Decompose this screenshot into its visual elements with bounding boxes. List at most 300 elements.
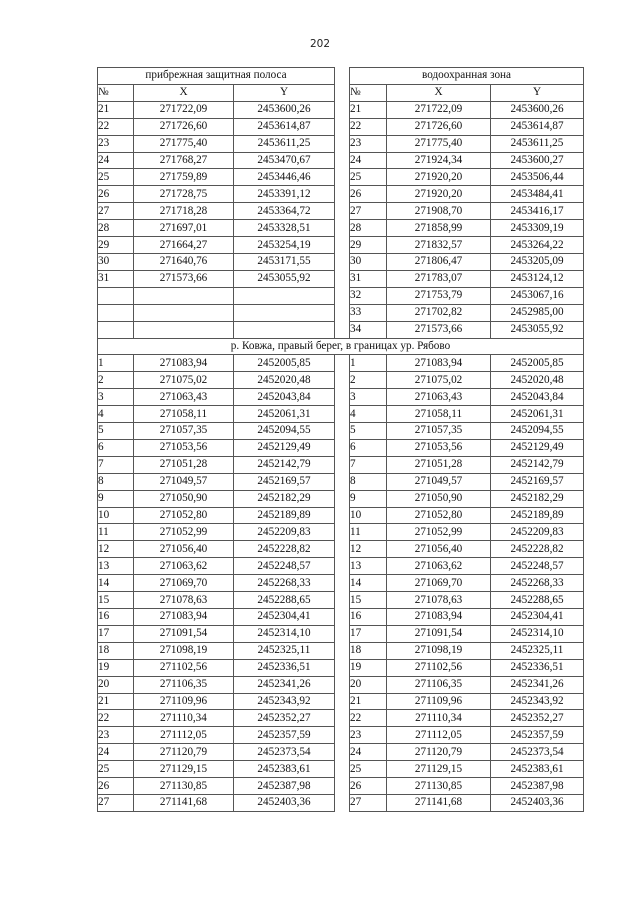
table-row	[98, 372, 584, 389]
left-point-number: 24	[98, 152, 134, 169]
right-y-coordinate: 2452129,49	[491, 439, 584, 456]
left-point-number: 12	[98, 541, 134, 558]
table-row	[98, 439, 584, 456]
table-row	[98, 490, 584, 507]
left-x-coordinate: 271141,68	[134, 794, 234, 811]
table-row	[98, 794, 584, 811]
right-x-coordinate: 271049,57	[387, 473, 491, 490]
right-point-number: 19	[350, 659, 387, 676]
right-point-number: 22	[350, 118, 387, 135]
right-y-header: Y	[491, 84, 584, 101]
column-gap	[335, 406, 350, 423]
left-y-coordinate: 2452325,11	[234, 642, 335, 659]
right-number-header: №	[350, 84, 387, 101]
right-point-number: 30	[350, 253, 387, 270]
left-y-coordinate: 2452228,82	[234, 541, 335, 558]
table-row	[98, 135, 584, 152]
right-x-coordinate: 271098,19	[387, 642, 491, 659]
table-row	[98, 473, 584, 490]
column-gap	[335, 186, 350, 203]
right-x-coordinate: 271102,56	[387, 659, 491, 676]
left-y-coordinate: 2452268,33	[234, 575, 335, 592]
right-y-coordinate: 2453611,25	[491, 135, 584, 152]
section-title: р. Ковжа, правый берег, в границах ур. Рябово	[98, 338, 584, 355]
table-row	[98, 169, 584, 186]
right-y-coordinate: 2452336,51	[491, 659, 584, 676]
left-y-coordinate: 2453364,72	[234, 203, 335, 220]
table-row	[98, 389, 584, 406]
right-point-number: 28	[350, 220, 387, 237]
right-y-coordinate: 2452189,89	[491, 507, 584, 524]
right-x-coordinate: 271129,15	[387, 761, 491, 778]
left-x-coordinate: 271697,01	[134, 220, 234, 237]
right-y-coordinate: 2452268,33	[491, 575, 584, 592]
left-x-coordinate: 271053,56	[134, 439, 234, 456]
left-y-coordinate: 2452314,10	[234, 625, 335, 642]
left-y-coordinate: 2452142,79	[234, 456, 335, 473]
left-point-number: 6	[98, 439, 134, 456]
right-x-header: X	[387, 84, 491, 101]
left-y-coordinate: 2452352,27	[234, 710, 335, 727]
left-y-coordinate: 2452343,92	[234, 693, 335, 710]
table-row	[98, 592, 584, 609]
left-x-header: X	[134, 84, 234, 101]
left-y-coordinate: 2452357,59	[234, 727, 335, 744]
right-y-coordinate: 2452169,57	[491, 473, 584, 490]
table-row	[98, 423, 584, 440]
left-y-coordinate: 2452209,83	[234, 524, 335, 541]
right-x-coordinate: 271141,68	[387, 794, 491, 811]
table-row	[98, 659, 584, 676]
right-x-coordinate: 271052,99	[387, 524, 491, 541]
left-x-coordinate: 271722,09	[134, 101, 234, 118]
left-y-coordinate	[234, 304, 335, 321]
column-gap	[335, 541, 350, 558]
right-y-coordinate: 2452352,27	[491, 710, 584, 727]
left-point-number	[98, 304, 134, 321]
right-x-coordinate: 271083,94	[387, 609, 491, 626]
column-header-row	[98, 84, 584, 101]
table-row	[98, 220, 584, 237]
right-y-coordinate: 2452005,85	[491, 355, 584, 372]
right-point-number: 21	[350, 101, 387, 118]
right-point-number: 1	[350, 355, 387, 372]
right-y-coordinate: 2452314,10	[491, 625, 584, 642]
left-y-coordinate: 2453055,92	[234, 270, 335, 287]
right-y-coordinate: 2452142,79	[491, 456, 584, 473]
left-x-coordinate: 271056,40	[134, 541, 234, 558]
right-y-coordinate: 2452182,29	[491, 490, 584, 507]
left-x-coordinate: 271640,76	[134, 253, 234, 270]
column-gap	[335, 592, 350, 609]
left-y-coordinate	[234, 321, 335, 338]
left-x-coordinate: 271759,89	[134, 169, 234, 186]
right-y-coordinate: 2452094,55	[491, 423, 584, 440]
left-x-coordinate: 271083,94	[134, 609, 234, 626]
right-x-coordinate: 271702,82	[387, 304, 491, 321]
right-point-number: 18	[350, 642, 387, 659]
left-x-coordinate	[134, 287, 234, 304]
right-x-coordinate: 271858,99	[387, 220, 491, 237]
right-x-coordinate: 271924,34	[387, 152, 491, 169]
left-x-coordinate: 271051,28	[134, 456, 234, 473]
right-x-coordinate: 271091,54	[387, 625, 491, 642]
column-gap	[335, 625, 350, 642]
left-y-coordinate: 2452383,61	[234, 761, 335, 778]
right-x-coordinate: 271069,70	[387, 575, 491, 592]
right-y-coordinate: 2452383,61	[491, 761, 584, 778]
column-gap	[335, 423, 350, 440]
right-x-coordinate: 271053,56	[387, 439, 491, 456]
right-y-coordinate: 2452248,57	[491, 558, 584, 575]
right-x-coordinate: 271783,07	[387, 270, 491, 287]
right-point-number: 15	[350, 592, 387, 609]
left-y-coordinate: 2453470,67	[234, 152, 335, 169]
right-point-number: 23	[350, 727, 387, 744]
column-gap	[335, 203, 350, 220]
left-point-number: 7	[98, 456, 134, 473]
right-x-coordinate: 271920,20	[387, 186, 491, 203]
table-row	[98, 237, 584, 254]
right-point-number: 26	[350, 186, 387, 203]
right-y-coordinate: 2453614,87	[491, 118, 584, 135]
left-point-number: 23	[98, 135, 134, 152]
left-y-coordinate: 2453611,25	[234, 135, 335, 152]
coordinates-table	[97, 67, 584, 812]
right-y-coordinate: 2452341,26	[491, 676, 584, 693]
right-x-coordinate: 271806,47	[387, 253, 491, 270]
table-row	[98, 541, 584, 558]
left-point-number: 14	[98, 575, 134, 592]
table-row	[98, 152, 584, 169]
table-row	[98, 355, 584, 372]
right-point-number: 23	[350, 135, 387, 152]
column-gap	[335, 439, 350, 456]
right-point-number: 16	[350, 609, 387, 626]
table-row	[98, 558, 584, 575]
right-point-number: 3	[350, 389, 387, 406]
left-x-coordinate: 271058,11	[134, 406, 234, 423]
left-x-coordinate: 271112,05	[134, 727, 234, 744]
right-y-coordinate: 2452357,59	[491, 727, 584, 744]
left-point-number: 23	[98, 727, 134, 744]
table-row	[98, 676, 584, 693]
column-gap	[335, 642, 350, 659]
column-gap	[335, 118, 350, 135]
table-row	[98, 287, 584, 304]
table-row	[98, 321, 584, 338]
right-y-coordinate: 2452325,11	[491, 642, 584, 659]
right-x-coordinate: 271775,40	[387, 135, 491, 152]
left-point-number: 19	[98, 659, 134, 676]
column-gap	[335, 490, 350, 507]
zone-title-row	[98, 68, 584, 85]
left-x-coordinate: 271063,43	[134, 389, 234, 406]
left-x-coordinate	[134, 304, 234, 321]
left-point-number: 15	[98, 592, 134, 609]
right-y-coordinate: 2452373,54	[491, 744, 584, 761]
coastal-strip-title: прибрежная защитная полоса	[98, 68, 335, 85]
left-x-coordinate: 271106,35	[134, 676, 234, 693]
left-x-coordinate: 271050,90	[134, 490, 234, 507]
column-gap	[335, 68, 350, 85]
right-x-coordinate: 271058,11	[387, 406, 491, 423]
left-x-coordinate: 271728,75	[134, 186, 234, 203]
right-x-coordinate: 271106,35	[387, 676, 491, 693]
left-point-number: 11	[98, 524, 134, 541]
left-x-coordinate: 271057,35	[134, 423, 234, 440]
left-y-coordinate: 2452248,57	[234, 558, 335, 575]
column-gap	[335, 575, 350, 592]
left-x-coordinate: 271726,60	[134, 118, 234, 135]
right-y-coordinate: 2452228,82	[491, 541, 584, 558]
right-point-number: 2	[350, 372, 387, 389]
table-row	[98, 625, 584, 642]
right-point-number: 21	[350, 693, 387, 710]
right-x-coordinate: 271722,09	[387, 101, 491, 118]
right-x-coordinate: 271908,70	[387, 203, 491, 220]
right-point-number: 11	[350, 524, 387, 541]
left-x-coordinate: 271664,27	[134, 237, 234, 254]
right-point-number: 24	[350, 152, 387, 169]
right-point-number: 31	[350, 270, 387, 287]
right-point-number: 33	[350, 304, 387, 321]
right-point-number: 7	[350, 456, 387, 473]
right-y-coordinate: 2453484,41	[491, 186, 584, 203]
left-y-coordinate: 2453328,51	[234, 220, 335, 237]
right-y-coordinate: 2452020,48	[491, 372, 584, 389]
column-gap	[335, 270, 350, 287]
table-row	[98, 270, 584, 287]
column-gap	[335, 794, 350, 811]
water-protection-zone-title: водоохранная зона	[350, 68, 584, 85]
column-gap	[335, 710, 350, 727]
table-row	[98, 710, 584, 727]
left-point-number	[98, 287, 134, 304]
table-row	[98, 203, 584, 220]
right-x-coordinate: 271083,94	[387, 355, 491, 372]
left-x-coordinate: 271718,28	[134, 203, 234, 220]
column-gap	[335, 389, 350, 406]
right-y-coordinate: 2452043,84	[491, 389, 584, 406]
right-y-coordinate: 2453264,22	[491, 237, 584, 254]
left-y-coordinate: 2452169,57	[234, 473, 335, 490]
right-x-coordinate: 271063,62	[387, 558, 491, 575]
column-gap	[335, 372, 350, 389]
left-point-number: 13	[98, 558, 134, 575]
table-row	[98, 507, 584, 524]
left-x-coordinate: 271102,56	[134, 659, 234, 676]
table-row	[98, 186, 584, 203]
column-gap	[335, 287, 350, 304]
right-y-coordinate: 2453205,09	[491, 253, 584, 270]
right-point-number: 29	[350, 237, 387, 254]
right-y-coordinate: 2452304,41	[491, 609, 584, 626]
right-point-number: 8	[350, 473, 387, 490]
column-gap	[335, 473, 350, 490]
right-x-coordinate: 271130,85	[387, 778, 491, 795]
left-point-number: 26	[98, 186, 134, 203]
column-gap	[335, 237, 350, 254]
left-point-number: 8	[98, 473, 134, 490]
left-y-coordinate: 2452341,26	[234, 676, 335, 693]
column-gap	[335, 304, 350, 321]
left-point-number: 28	[98, 220, 134, 237]
right-point-number: 25	[350, 169, 387, 186]
left-point-number: 31	[98, 270, 134, 287]
left-y-coordinate: 2452061,31	[234, 406, 335, 423]
left-point-number: 27	[98, 794, 134, 811]
table-row	[98, 693, 584, 710]
column-gap	[335, 693, 350, 710]
left-x-coordinate: 271110,34	[134, 710, 234, 727]
left-point-number: 21	[98, 101, 134, 118]
right-y-coordinate: 2452061,31	[491, 406, 584, 423]
right-point-number: 6	[350, 439, 387, 456]
left-number-header: №	[98, 84, 134, 101]
left-x-coordinate: 271069,70	[134, 575, 234, 592]
column-gap	[335, 744, 350, 761]
right-point-number: 22	[350, 710, 387, 727]
right-point-number: 5	[350, 423, 387, 440]
column-gap	[335, 84, 350, 101]
left-point-number: 27	[98, 203, 134, 220]
right-y-coordinate: 2453309,19	[491, 220, 584, 237]
right-x-coordinate: 271057,35	[387, 423, 491, 440]
column-gap	[335, 558, 350, 575]
left-x-coordinate: 271775,40	[134, 135, 234, 152]
right-y-coordinate: 2453055,92	[491, 321, 584, 338]
left-x-coordinate: 271109,96	[134, 693, 234, 710]
right-x-coordinate: 271051,28	[387, 456, 491, 473]
right-y-coordinate: 2453124,12	[491, 270, 584, 287]
right-y-coordinate: 2452403,36	[491, 794, 584, 811]
left-y-coordinate: 2453254,19	[234, 237, 335, 254]
left-point-number: 22	[98, 710, 134, 727]
right-y-coordinate: 2453600,26	[491, 101, 584, 118]
left-y-coordinate: 2452304,41	[234, 609, 335, 626]
table-row	[98, 642, 584, 659]
table-row	[98, 744, 584, 761]
table-row	[98, 727, 584, 744]
left-y-coordinate: 2452403,36	[234, 794, 335, 811]
column-gap	[335, 355, 350, 372]
right-point-number: 25	[350, 761, 387, 778]
column-gap	[335, 761, 350, 778]
table-row	[98, 456, 584, 473]
column-gap	[335, 253, 350, 270]
left-y-header: Y	[234, 84, 335, 101]
left-y-coordinate: 2453600,26	[234, 101, 335, 118]
left-point-number: 5	[98, 423, 134, 440]
column-gap	[335, 220, 350, 237]
left-point-number: 10	[98, 507, 134, 524]
left-point-number: 17	[98, 625, 134, 642]
right-point-number: 12	[350, 541, 387, 558]
column-gap	[335, 659, 350, 676]
left-y-coordinate: 2452182,29	[234, 490, 335, 507]
right-x-coordinate: 271050,90	[387, 490, 491, 507]
right-x-coordinate: 271920,20	[387, 169, 491, 186]
left-x-coordinate: 271052,80	[134, 507, 234, 524]
left-x-coordinate: 271120,79	[134, 744, 234, 761]
left-x-coordinate: 271130,85	[134, 778, 234, 795]
right-x-coordinate: 271120,79	[387, 744, 491, 761]
left-point-number: 22	[98, 118, 134, 135]
column-gap	[335, 676, 350, 693]
right-x-coordinate: 271078,63	[387, 592, 491, 609]
left-y-coordinate: 2453391,12	[234, 186, 335, 203]
left-y-coordinate: 2452189,89	[234, 507, 335, 524]
left-x-coordinate	[134, 321, 234, 338]
column-gap	[335, 152, 350, 169]
right-point-number: 10	[350, 507, 387, 524]
right-point-number: 34	[350, 321, 387, 338]
right-y-coordinate: 2453416,17	[491, 203, 584, 220]
left-y-coordinate: 2452005,85	[234, 355, 335, 372]
table-row	[98, 253, 584, 270]
right-point-number: 27	[350, 203, 387, 220]
column-gap	[335, 321, 350, 338]
left-x-coordinate: 271052,99	[134, 524, 234, 541]
left-point-number: 25	[98, 761, 134, 778]
left-point-number: 2	[98, 372, 134, 389]
right-x-coordinate: 271753,79	[387, 287, 491, 304]
right-y-coordinate: 2452343,92	[491, 693, 584, 710]
left-point-number	[98, 321, 134, 338]
right-x-coordinate: 271056,40	[387, 541, 491, 558]
section-title-row	[98, 338, 584, 355]
right-y-coordinate: 2453506,44	[491, 169, 584, 186]
left-point-number: 24	[98, 744, 134, 761]
table-row	[98, 304, 584, 321]
left-y-coordinate: 2453446,46	[234, 169, 335, 186]
column-gap	[335, 169, 350, 186]
right-x-coordinate: 271110,34	[387, 710, 491, 727]
column-gap	[335, 456, 350, 473]
coordinates-table-body	[98, 68, 584, 812]
right-point-number: 17	[350, 625, 387, 642]
left-x-coordinate: 271768,27	[134, 152, 234, 169]
right-x-coordinate: 271075,02	[387, 372, 491, 389]
left-y-coordinate: 2453171,55	[234, 253, 335, 270]
right-y-coordinate: 2452209,83	[491, 524, 584, 541]
right-point-number: 13	[350, 558, 387, 575]
left-y-coordinate: 2452387,98	[234, 778, 335, 795]
right-point-number: 4	[350, 406, 387, 423]
left-x-coordinate: 271049,57	[134, 473, 234, 490]
left-x-coordinate: 271063,62	[134, 558, 234, 575]
left-x-coordinate: 271075,02	[134, 372, 234, 389]
right-x-coordinate: 271109,96	[387, 693, 491, 710]
table-row	[98, 761, 584, 778]
right-point-number: 14	[350, 575, 387, 592]
right-y-coordinate: 2452985,00	[491, 304, 584, 321]
table-row	[98, 524, 584, 541]
table-row	[98, 118, 584, 135]
left-point-number: 30	[98, 253, 134, 270]
left-y-coordinate: 2452020,48	[234, 372, 335, 389]
right-y-coordinate: 2452387,98	[491, 778, 584, 795]
left-point-number: 18	[98, 642, 134, 659]
left-point-number: 4	[98, 406, 134, 423]
left-y-coordinate	[234, 287, 335, 304]
left-point-number: 1	[98, 355, 134, 372]
left-x-coordinate: 271083,94	[134, 355, 234, 372]
left-x-coordinate: 271129,15	[134, 761, 234, 778]
left-y-coordinate: 2452373,54	[234, 744, 335, 761]
table-row	[98, 406, 584, 423]
